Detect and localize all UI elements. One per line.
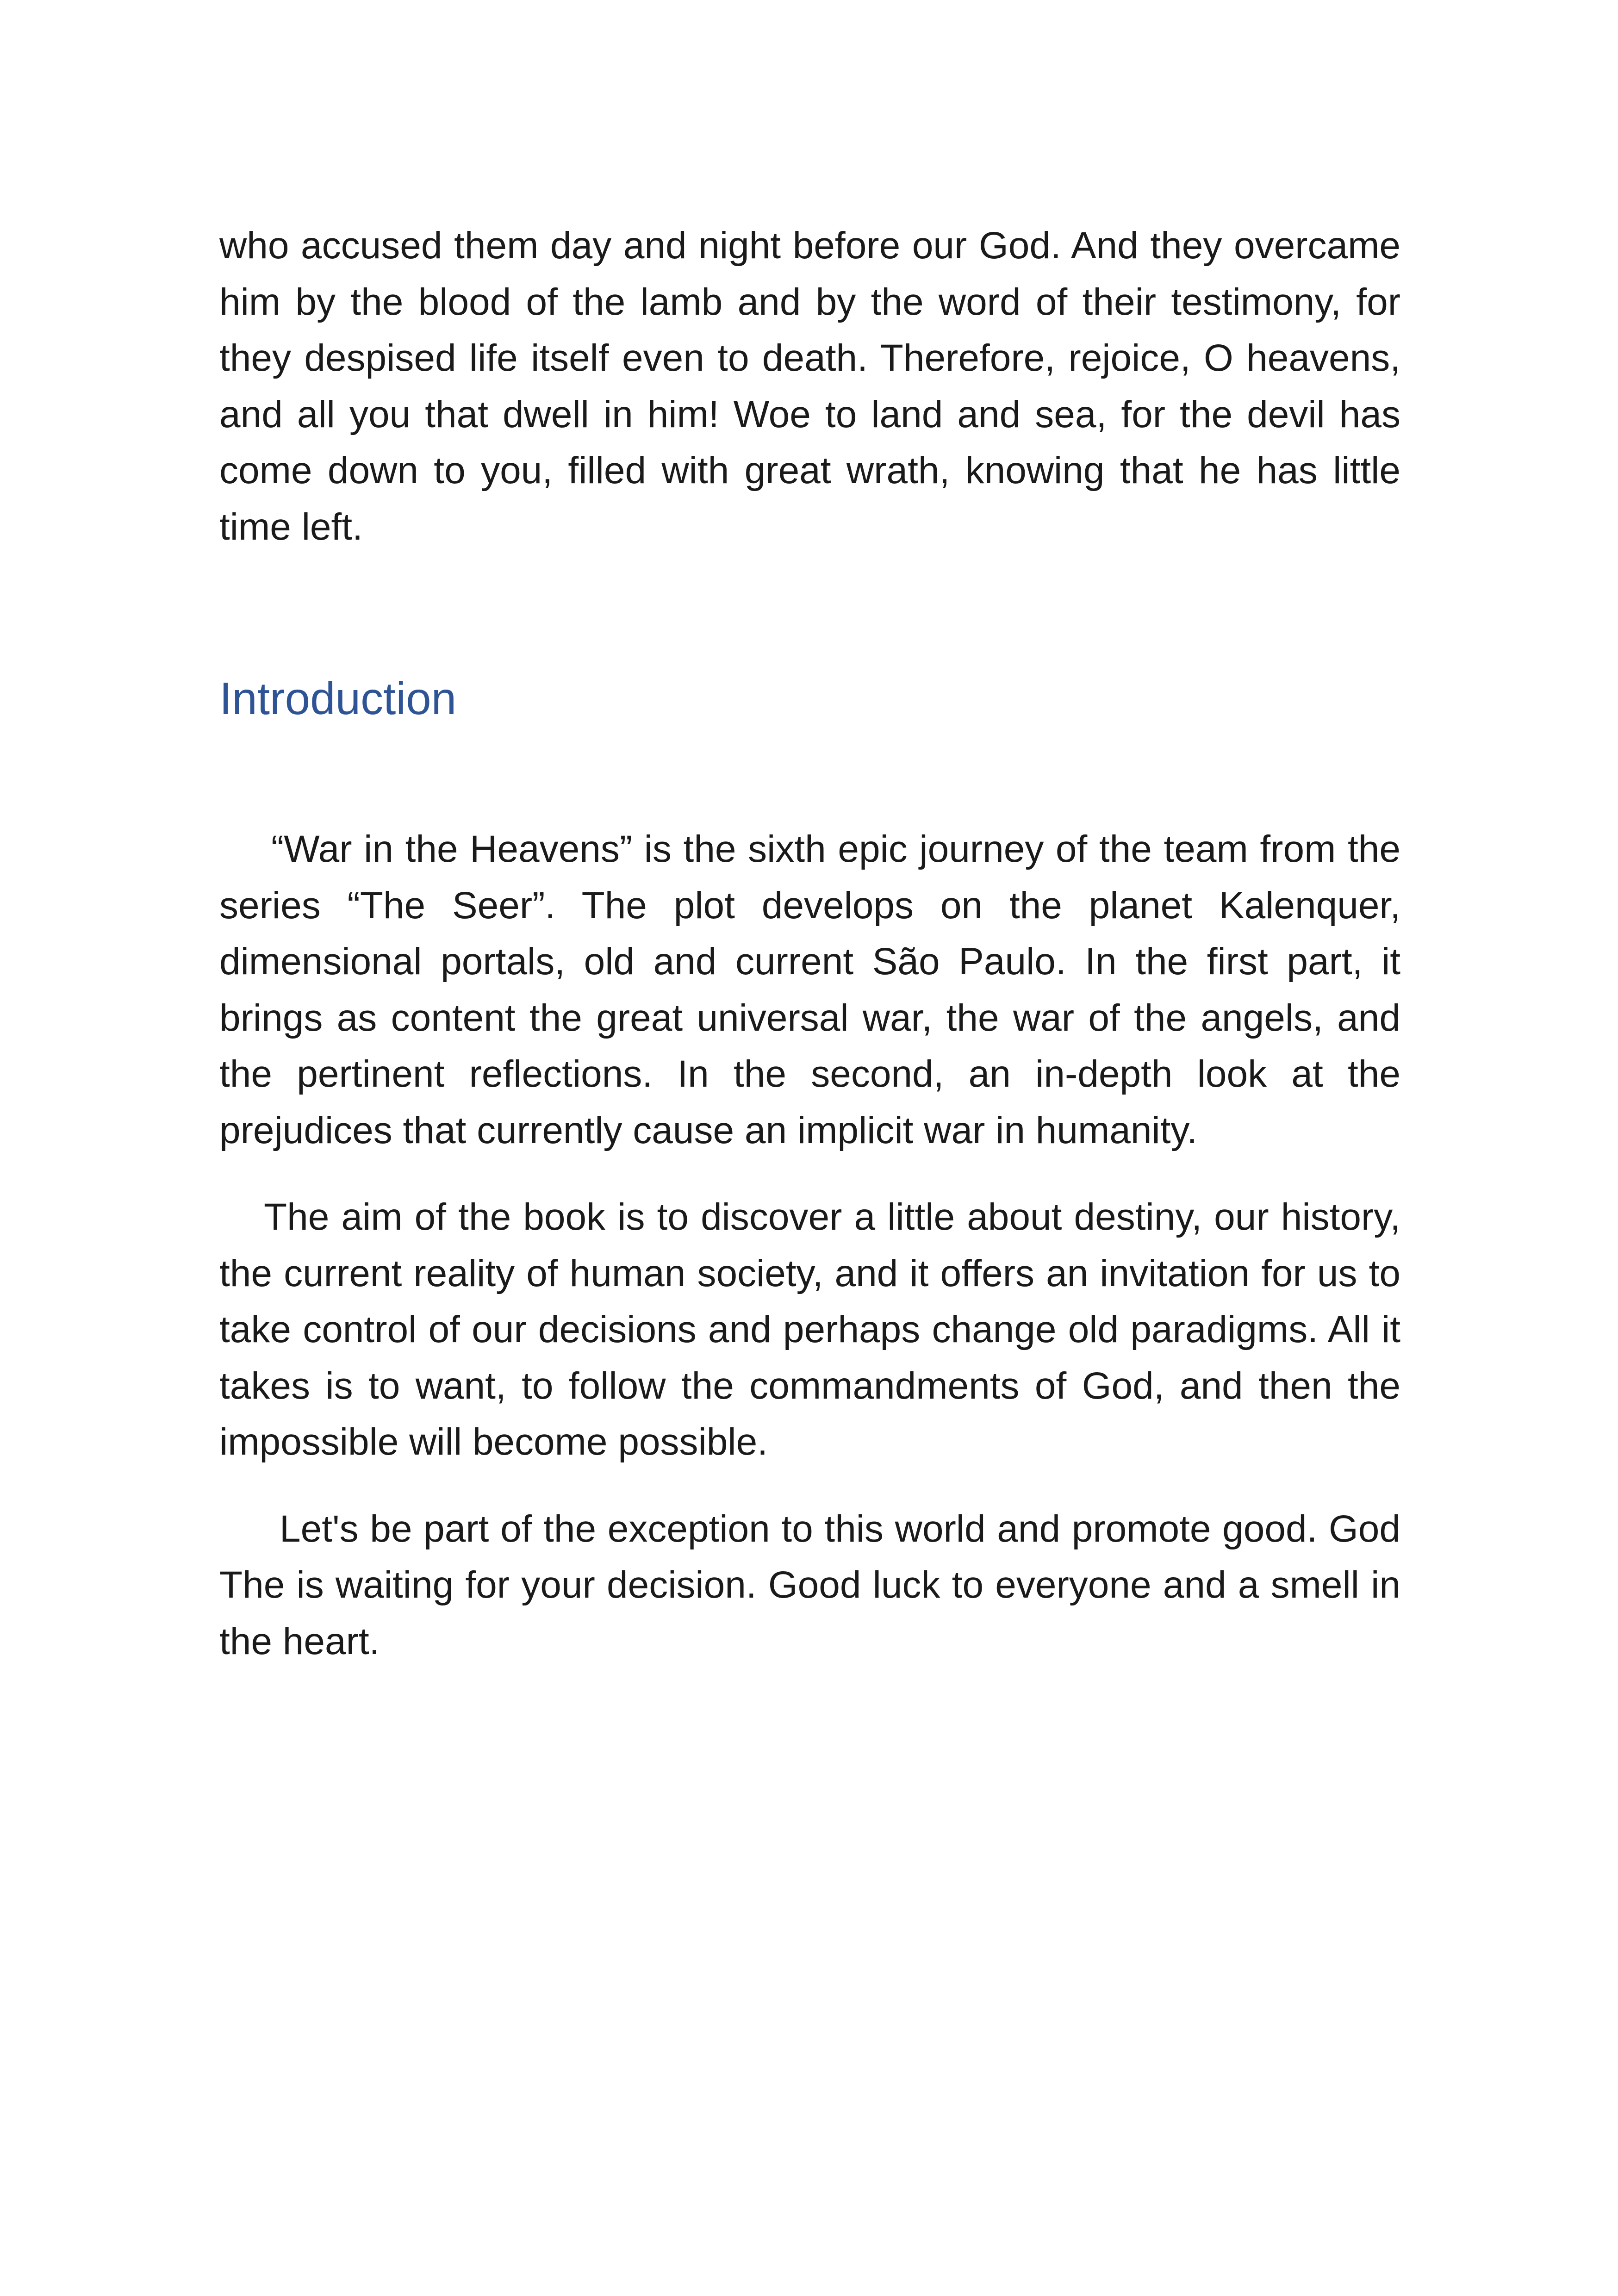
intro-paragraph-3: Let's be part of the exception to this world and promote good. God The is waiting for your decision. Good luck to everyone and a smell in the heart. xyxy=(219,1507,1400,1662)
section-heading-wrapper xyxy=(219,671,1400,726)
opening-paragraph: who accused them day and night before our God. And they overcame him by the blood of the lamb and by the word of their testimony, for they despised life itself even to death. Therefore, rejoice, O heavens, and all you that dwell in him! Woe to land and sea, for the devil has come down to you, filled with great wrath, knowing that he has little time left. xyxy=(219,224,1400,548)
section-heading: Introduction xyxy=(219,673,457,724)
intro-paragraph-2: The aim of the book is to discover a little about destiny, our history, the current reality of human society, and it offers an invitation for us to take control of our decisions and perhaps change old paradigms. All it takes is to want, to follow the commandments of God, and then the impossible will become possible. xyxy=(219,1196,1400,1463)
intro-paragraph-1: “War in the Heavens” is the sixth epic journey of the team from the series “The Seer”. The plot develops on the planet Kalenquer, dimensional portals, old and current São Paulo. In the first part, it brings as content the great universal war, the war of the angels, and the pertinent reflections. In the second, an in-depth look at the prejudices that currently cause an implicit war in humanity. xyxy=(219,828,1400,1151)
page-content xyxy=(219,218,1400,1669)
